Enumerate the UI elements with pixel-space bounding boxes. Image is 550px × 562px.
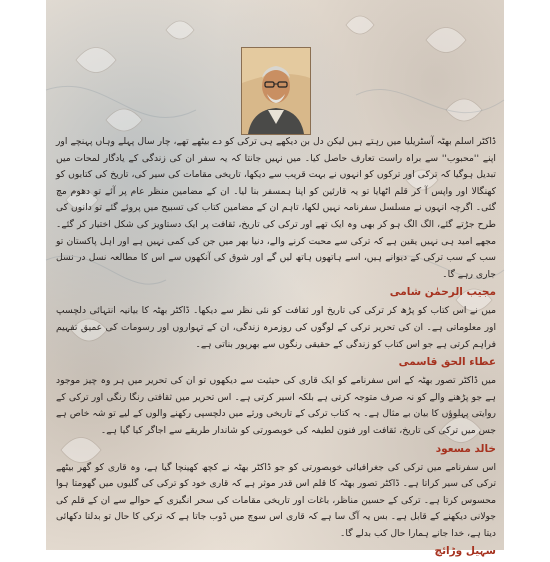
author-photo: [241, 47, 311, 135]
review-paragraph-3: میں ڈاکٹر تصور بھٹہ کے اس سفرنامے کو ایک قاری کی حیثیت سے دیکھوں تو ان کی تحریر میں ہر وہ چیز موجود ہے جو پڑھنے والے کو نہ صرف متوجہ کرتی ہے بلکہ اسیر کرتی ہے۔ اس تحریر میں ثقافتی رنگا رنگی اور ترکی کے روایتی پہلوؤں کا بیان بے مثال ہے۔ یہ کتاب ترکی کے تاریخی ورثے میں دلچسپی رکھنے والوں کے لیے تو شہ خاص ہے جس میں ترکی کی تاریخ، ثقافت اور فنون لطیفہ کی خوبصورتی کو شاندار طریقے سے اجاگر کیا گیا ہے۔: [56, 375, 496, 436]
review-paragraph-1: ڈاکٹر اسلم بھٹہ آسٹریلیا میں رہتے ہیں لیکن دل بن دیکھے ہی ترکی کو دے بیٹھے تھے، چار سال پہلے وہاں پہنچے اور اپنے ''محبوب'' سے براہ راست تعارف حاصل کیا۔ میں نہیں جانتا کہ یہ سفر ان کی زندگی کے یادگار لمحات میں تبدیل ہوگیا کہ ترکی اور ترکوں کو انہوں نے بہت قریب سے دیکھا، تاریخی مقامات کی سیر کی، تاریخ کی کتابوں کو کھنگالا اور واپس آ کر قلم اٹھایا تو یہ قارئین کو اپنا ہمسفر بنا لیا۔ ان کے مضامین منظر عام پر آئے تو دھوم مچ گئی۔ اگرچہ انہوں نے مسلسل سفرنامہ نہیں لکھا، تاہم ان کے مضامین کتاب کی تسبیح میں پروئے گئے تو دانوں کی طرح جڑتے گئے، الگ الگ ہو کر بھی وہ ایک تھے اور ترکی کی تاریخ، ثقافت پر ایک دستاویز کی شکل اختیار کر گئے۔ مجھے امید ہی نہیں یقین ہے کہ ترکی سے محبت کرنے والے، دنیا بھر میں جن کی کمی نہیں ہے اور اہل پاکستان تو سب کے سب ترکی کے دیوانے ہیں، اسے ہاتھوں ہاتھ لیں گے اور شوق کی آنکھوں سے اس کا مطالعہ نسل در نسل جاری رہے گا۔: [56, 136, 496, 280]
review-author-3: خالد مسعود: [435, 442, 496, 455]
review-author-2: عطاء الحق قاسمی: [398, 356, 496, 369]
portrait-image: [242, 48, 310, 134]
review-paragraph-4: اس سفرنامے میں ترکی کی جغرافیائی خوبصورتی کو جو ڈاکٹر بھٹہ نے کچھ کھینچا گیا ہے، وہ قاری کو گھر بیٹھے ترکی کی سیر کراتا ہے۔ ڈاکٹر تصور بھٹہ کا قلم اس قدر موثر ہے کہ قاری خود کو ترکی کی گلیوں میں گھومتا ہوا محسوس کرتا ہے۔ ترکی کے حسین مناظر، باغات اور تاریخی مقامات کی سحر انگیزی کے حوالے سے ان کے قلم کی جولانی دیکھنے کے قابل ہے۔ بس یہ آگ سا ہے کہ قاری اس سوچ میں ڈوب جاتا ہے کہ ترکی کا حال تو بدلتا دکھائی دیتا ہے، خدا جانے ہمارا حال کب بدلے گا۔: [56, 461, 496, 539]
review-paragraph-2: میں نے اس کتاب کو پڑھ کر ترکی کی تاریخ اور ثقافت کو نئی نظر سے دیکھا۔ ڈاکٹر بھٹہ کا بیانیہ انتہائی دلچسپ اور معلوماتی ہے۔ ان کی تحریر ترکی کے لوگوں کی روزمرہ زندگی، ان کے تہواروں اور رسومات کی عمیق تفہیم فراہم کرتی ہے جو اس کتاب کو زندگی کے حقیقی رنگوں سے بھرپور بناتی ہے۔: [56, 305, 496, 350]
content-column: [56, 134, 496, 562]
review-author-1: مجیب الرحمٰن شامی: [389, 286, 496, 299]
review-author-4: سہیل وڑائچ: [434, 545, 496, 558]
book-page: [46, 0, 504, 558]
